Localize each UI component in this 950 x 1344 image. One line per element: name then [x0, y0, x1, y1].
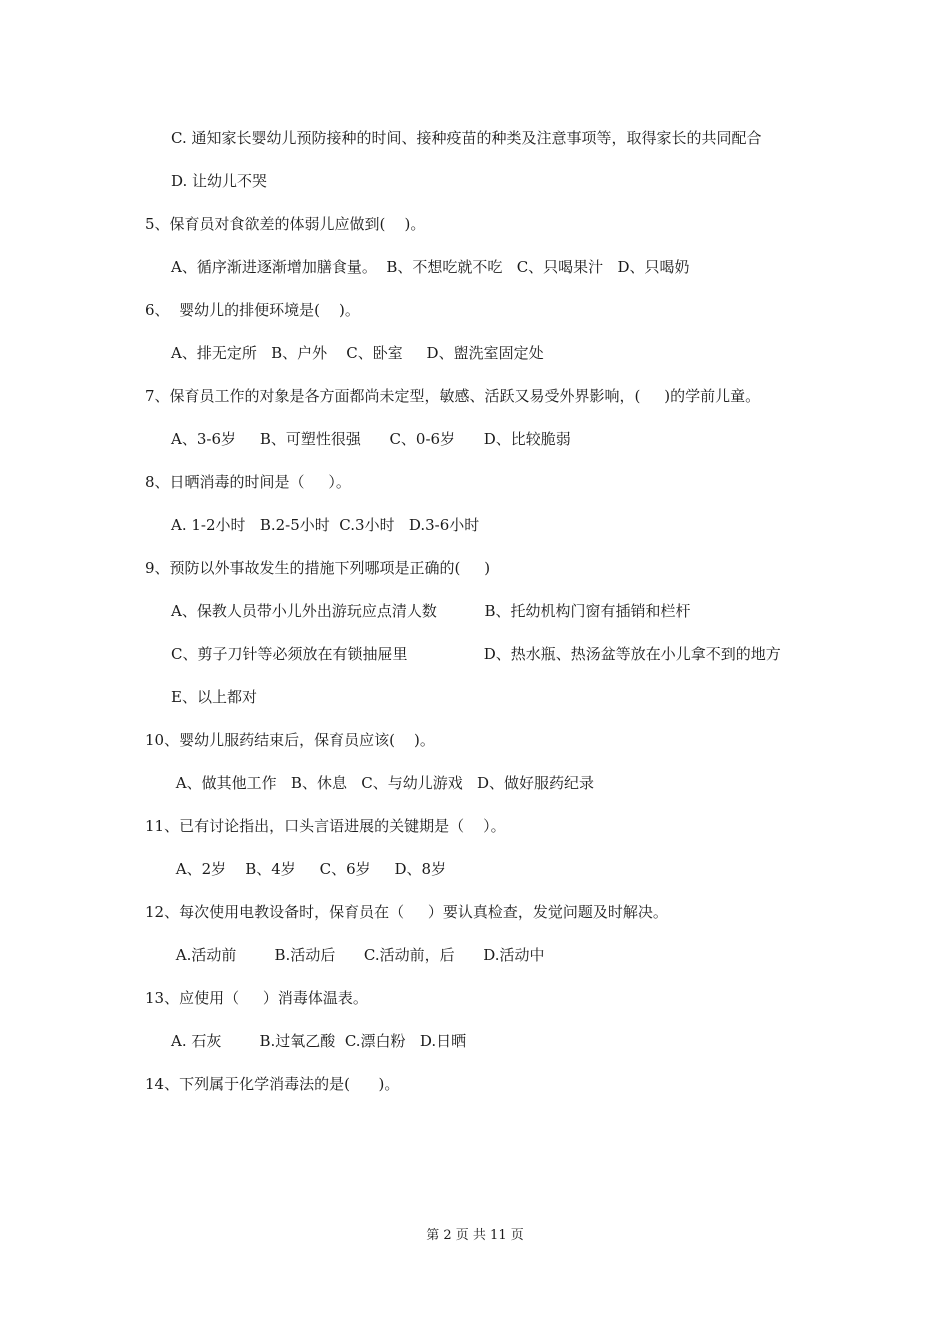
answer-options: D. 让幼儿不哭: [171, 172, 268, 190]
answer-options: A、2岁 B、4岁 C、6岁 D、8岁: [171, 860, 447, 878]
answer-options: E、以上都对: [171, 688, 257, 706]
question-text: 11、已有讨论指出，口头言语进展的关键期是（ ）。: [145, 817, 506, 835]
answer-options: A. 1-2小时 B.2-5小时 C.3小时 D.3-6小时: [171, 516, 480, 534]
answer-options: A、保教人员带小儿外出游玩应点清人数 B、托幼机构门窗有插销和栏杆: [171, 602, 691, 620]
answer-options: A.活动前 B.活动后 C.活动前，后 D.活动中: [171, 946, 545, 964]
question-text: 9、预防以外事故发生的措施下列哪项是正确的( ): [145, 559, 491, 577]
question-list: [145, 124, 810, 1113]
page-footer: 第 2 页 共 11 页: [426, 1228, 524, 1243]
question-text: 13、应使用（ ）消毒体温表。: [145, 989, 368, 1007]
answer-options: A、做其他工作 B、休息 C、与幼儿游戏 D、做好服药纪录: [171, 774, 595, 792]
answer-options: A、循序渐进逐渐增加膳食量。 B、不想吃就不吃 C、只喝果汁 D、只喝奶: [171, 258, 690, 276]
answer-options: A、排无定所 B、户外 C、卧室 D、盥洗室固定处: [171, 344, 544, 362]
question-text: 14、下列属于化学消毒法的是( )。: [145, 1075, 400, 1093]
question-text: 8、日晒消毒的时间是（ ）。: [145, 473, 351, 491]
answer-options: C、剪子刀针等必须放在有锁抽屉里 D、热水瓶、热汤盆等放在小儿拿不到的地方: [171, 645, 781, 663]
answer-options: A. 石灰 B.过氧乙酸 C.漂白粉 D.日晒: [171, 1032, 467, 1050]
question-text: 10、婴幼儿服药结束后，保育员应该( )。: [145, 731, 435, 749]
question-text: 7、保育员工作的对象是各方面都尚未定型，敏感、活跃又易受外界影响，( )的学前儿童。: [145, 387, 761, 405]
answer-options: C. 通知家长婴幼儿预防接种的时间、接种疫苗的种类及注意事项等，取得家长的共同配合: [171, 129, 762, 147]
question-text: 12、每次使用电教设备时，保育员在（ ）要认真检查，发觉问题及时解决。: [145, 903, 668, 921]
answer-options: A、3-6岁 B、可塑性很强 C、0-6岁 D、比较脆弱: [171, 430, 571, 448]
question-text: 5、保育员对食欲差的体弱儿应做到( )。: [145, 215, 426, 233]
question-text: 6、 婴幼儿的排便环境是( )。: [145, 301, 360, 319]
